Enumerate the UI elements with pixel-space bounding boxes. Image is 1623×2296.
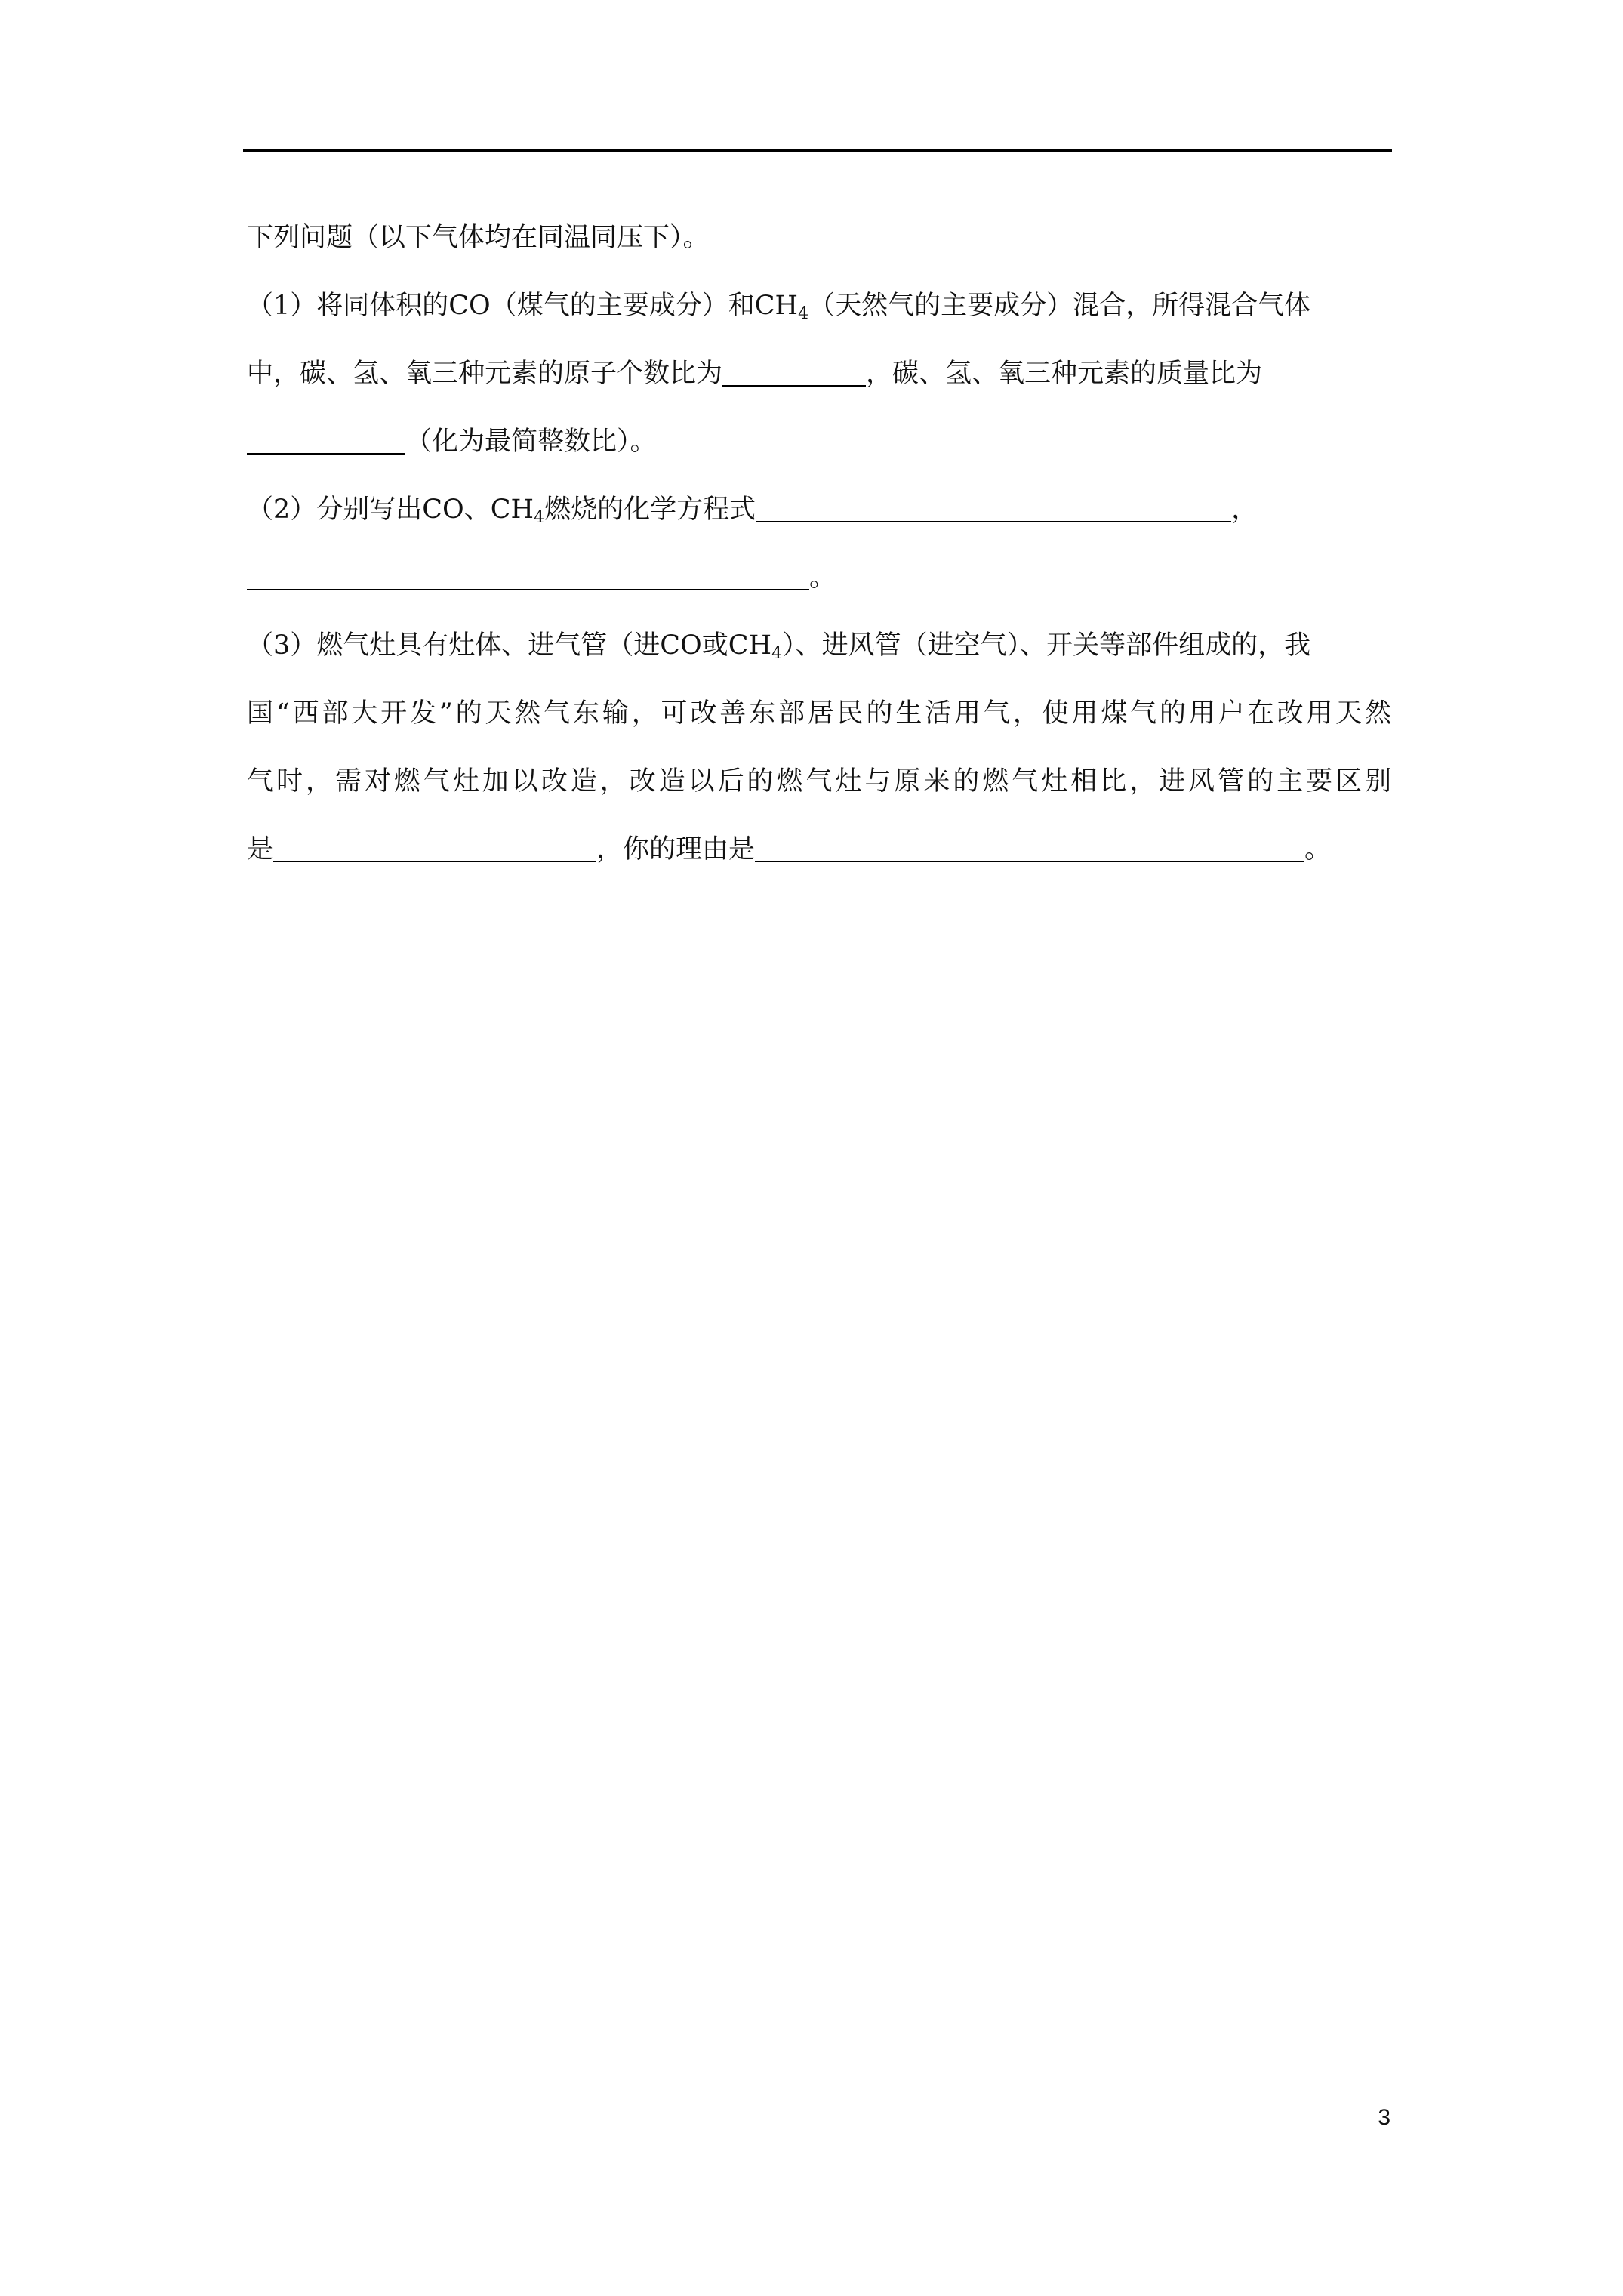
q1-text: （化为最简整数比）。: [405, 427, 657, 457]
q1-text: ，碳、氢、氧三种元素的质量比为: [866, 359, 1263, 389]
intro-text: 下列问题（以下气体均在同温同压下）。: [247, 223, 710, 253]
q3-line-4: [247, 815, 1391, 883]
formula-co: CO: [422, 495, 464, 525]
answer-blank-difference[interactable]: [273, 832, 596, 862]
subscript-4: 4: [798, 304, 809, 323]
q2-text: 、: [463, 495, 491, 525]
q1-text: 中，碳、氢、氧三种元素的原子个数比为: [247, 359, 723, 389]
q2-line-2: [247, 544, 1391, 612]
q3-text: 。: [1304, 834, 1332, 864]
q3-line-2: 国“西部大开发”的天然气东输，可改善东部居民的生活用气，使用煤气的用户在改用天然: [247, 698, 1391, 729]
q1-text: （1）将同体积的: [247, 291, 449, 321]
answer-blank-co-equation[interactable]: [756, 492, 1231, 522]
q1-line-3: [247, 408, 1391, 476]
question-content: [247, 204, 1391, 883]
formula-ch4: [491, 495, 544, 525]
q2-text: ，: [1231, 495, 1258, 525]
subscript-4: 4: [771, 644, 783, 663]
answer-blank-reason[interactable]: [755, 832, 1304, 862]
q3-text: ）、进风管（进空气）、开关等部件组成的，我: [782, 630, 1311, 661]
q2-text: 。: [809, 562, 836, 593]
q2-text: （2）分别写出: [247, 495, 423, 525]
page-number: 3: [1378, 2105, 1390, 2130]
answer-blank-mass-ratio[interactable]: [247, 424, 405, 455]
q3-text: 或: [701, 630, 728, 661]
intro-line: [247, 204, 1391, 272]
q1-text: （煤气的主要成分）和: [490, 291, 755, 321]
answer-blank-ch4-equation[interactable]: [247, 560, 809, 590]
q3-line-3: 气时，需对燃气灶加以改造，改造以后的燃气灶与原来的燃气灶相比，进风管的主要区别: [247, 766, 1391, 797]
subscript-4: 4: [534, 508, 545, 527]
formula-co: CO: [448, 291, 491, 321]
q1-text: （天然气的主要成分）混合，所得混合气体: [808, 291, 1311, 321]
formula-ch: CH: [728, 630, 772, 661]
formula-co: CO: [660, 630, 702, 661]
header-rule: [243, 149, 1392, 152]
q3-text: 是: [247, 834, 274, 864]
formula-ch4: [755, 291, 808, 321]
q3-text: （3）燃气灶具有灶体、进气管（进: [247, 630, 661, 661]
formula-ch4: [728, 630, 782, 661]
q3-line-1: [247, 612, 1391, 680]
q1-line-2: [247, 340, 1391, 408]
formula-ch: CH: [754, 291, 799, 321]
q2-text: 燃烧的化学方程式: [544, 495, 756, 525]
q3-text: ，你的理由是: [596, 834, 756, 864]
q2-line-1: [247, 476, 1391, 544]
answer-blank-atom-ratio[interactable]: [722, 356, 866, 387]
formula-ch: CH: [490, 495, 534, 525]
q1-line-1: [247, 272, 1391, 340]
